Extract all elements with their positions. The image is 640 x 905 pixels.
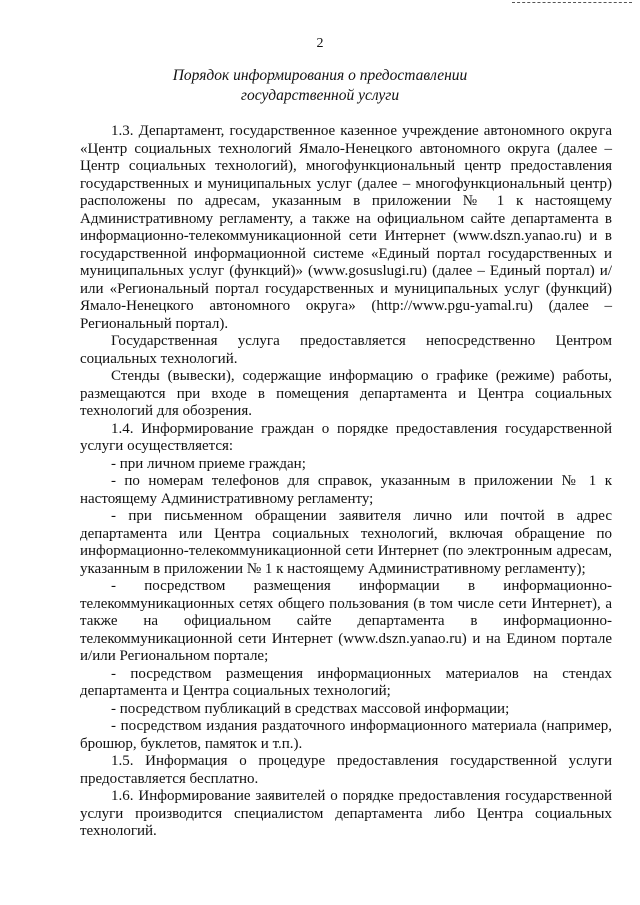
list-item-personal-reception: - при личном приеме граждан;	[111, 455, 306, 472]
list-item-handouts: - посредством издания раздаточного информационного материала (например, брошюр, буклетов, памяток и т.п.).	[80, 718, 612, 752]
list-item-phone: - по номерам телефонов для справок, указанным в приложении № 1 к настоящему Административному регламенту;	[80, 473, 612, 507]
section-heading-line-2: государственной услуги	[240, 87, 400, 104]
paragraph-1-5: 1.5. Информация о процедуре предоставления государственной услуги предоставляется бесплатно.	[80, 753, 612, 787]
paragraph-service-provider: Государственная услуга предоставляется непосредственно Центром социальных технологий.	[80, 333, 612, 367]
document-body	[80, 123, 612, 841]
list-item-written-request: - при письменном обращении заявителя лично или почтой в адрес департамента или Центра социальных технологий, включая обращение по информационно-телекоммуникационной сети Интернет (по электронным адресам, указанным в приложении № 1 к настоящему Административному регламенту);	[80, 508, 612, 577]
list-item-internet-placement: - посредством размещения информации в информационно-телекоммуникационных сетях общего пользования (в том числе сети Интернет), а также на официальном сайте департамента в информационно-телекоммуникационной сети Интернет (www.dszn.yanao.ru) и на Едином портале и/или Региональном портале;	[80, 578, 612, 664]
list-item-mass-media: - посредством публикаций в средствах массовой информации;	[111, 700, 510, 717]
paragraph-1-4: 1.4. Информирование граждан о порядке предоставления государственной услуги осуществляется:	[80, 420, 612, 454]
paragraph-stands: Стенды (вывески), содержащие информацию о графике (режиме) работы, размещаются при входе в помещения департамента и Центра социальных технологий для обозрения.	[80, 368, 612, 419]
section-heading	[0, 66, 640, 106]
page-number: 2	[316, 36, 324, 51]
paragraph-1-3: 1.3. Департамент, государственное казенное учреждение автономного округа «Центр социальных технологий Ямало-Ненецкого автономного округа (далее – Центр социальных технологий), многофункциональный центр предоставления государственных и муниципальных услуг (далее – многофункциональный центр) расположены по адресам, указанным в приложении № 1 к настоящему Административному регламенту, а также на официальном сайте департамента в информационно-телекоммуникационной сети Интернет (www.dszn.yanao.ru) и в государственной информационной системе «Единый портал государственных и муниципальных услуг (функций)» (www.gosuslugi.ru) (далее – Единый портал) и/или «Региональный портал государственных и муниципальных услуг (функций) Ямало-Ненецкого автономного округа» (http://www.pgu-yamal.ru) (далее – Региональный портал).	[80, 123, 612, 332]
section-heading-line-1: Порядок информирования о предоставлении	[172, 67, 468, 84]
list-item-stands: - посредством размещения информационных материалов на стендах департамента и Центра социальных технологий;	[80, 665, 612, 699]
paragraph-1-6: 1.6. Информирование заявителей о порядке предоставления государственной услуги производится специалистом департамента либо Центра социальных технологий.	[80, 788, 612, 839]
header-dashed-rule	[512, 2, 632, 3]
